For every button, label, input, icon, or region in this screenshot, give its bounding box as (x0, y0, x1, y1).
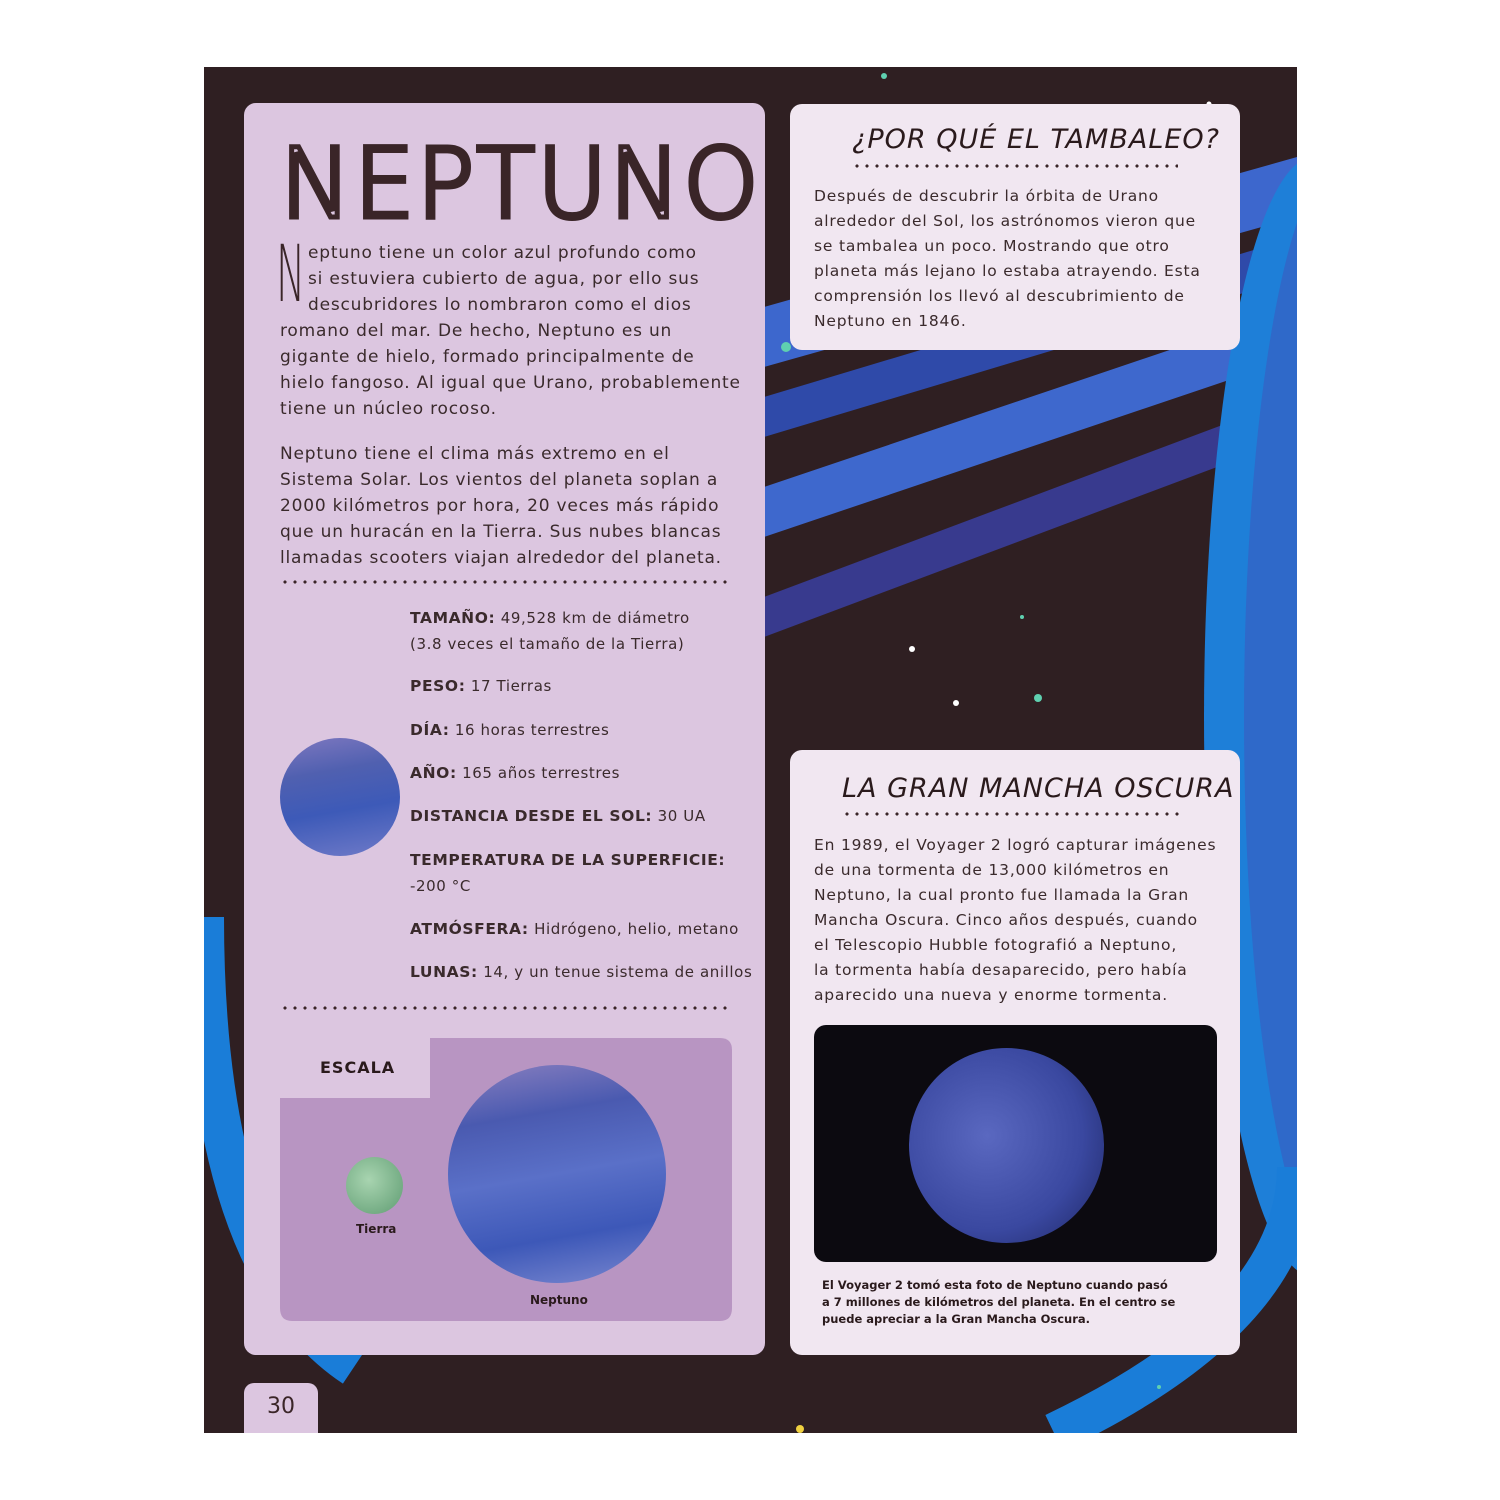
text-line: En 1989, el Voyager 2 logró capturar imágenes (814, 836, 1217, 854)
text-line: Después de descubrir la órbita de Urano (814, 187, 1159, 205)
text-line: Neptuno, la cual pronto fue llamada la Gran (814, 886, 1190, 904)
text-line: 2000 kilómetros por hora, 20 veces más rápido (280, 496, 720, 516)
dotted-divider (280, 580, 730, 584)
fact-size: TAMAÑO: 49,528 km de diámetro (3.8 veces el tamaño de la Tierra) (410, 609, 690, 653)
text-line: de una tormenta de 13,000 kilómetros en (814, 861, 1170, 879)
dark-spot-text (814, 832, 1216, 1007)
text-line: llamadas scooters viajan alrededor del planeta. (280, 548, 722, 568)
text-line: comprensión los llevó al descubrimiento de (814, 287, 1185, 305)
intro-paragraph-top (308, 240, 699, 318)
text-line: eptuno tiene un color azul profundo como (308, 243, 697, 263)
earth-label: Tierra (356, 1222, 397, 1236)
neptune-small-illustration (280, 738, 400, 856)
dark-spot-heading: LA GRAN MANCHA OSCURA (842, 773, 1235, 804)
voyager-photo (814, 1025, 1217, 1262)
climate-paragraph (280, 441, 722, 571)
fact-day: DÍA: 16 horas terrestres (410, 721, 610, 739)
text-line: se tambalea un poco. Mostrando que otro (814, 237, 1170, 255)
text-line: si estuviera cubierto de agua, por ello sus (308, 269, 700, 289)
text-line: Sistema Solar. Los vientos del planeta soplan a (280, 470, 719, 490)
fact-atmosphere: ATMÓSFERA: Hidrógeno, helio, metano (410, 920, 739, 938)
text-line: descubridores lo nombraron como el dios (308, 295, 692, 315)
wobble-text (814, 183, 1201, 333)
text-line: aparecido una nueva y enorme tormenta. (814, 986, 1168, 1004)
fact-mass: PESO: 17 Tierras (410, 677, 552, 695)
drop-cap: N (276, 230, 306, 320)
text-line: planeta más lejano lo estaba atrayendo. Esta (814, 262, 1201, 280)
fact-moons: LUNAS: 14, y un tenue sistema de anillos (410, 963, 753, 981)
text-line: la tormenta había desaparecido, pero había (814, 961, 1188, 979)
page-number: 30 (244, 1383, 318, 1433)
text-line: el Telescopio Hubble fotografió a Neptuno, (814, 936, 1178, 954)
fact-distance: DISTANCIA DESDE EL SOL: 30 UA (410, 807, 706, 825)
neptune-photo (909, 1048, 1104, 1243)
text-line: alrededor del Sol, los astrónomos vieron que (814, 212, 1196, 230)
dotted-divider (280, 1006, 730, 1010)
text-line: tiene un núcleo rocoso. (280, 399, 497, 419)
dotted-divider (852, 164, 1178, 168)
fact-year: AÑO: 165 años terrestres (410, 764, 621, 782)
text-line: que un huracán en la Tierra. Sus nubes blancas (280, 522, 722, 542)
text-line: El Voyager 2 tomó esta foto de Neptuno cuando pasó (822, 1278, 1168, 1292)
text-line: Neptuno en 1846. (814, 312, 967, 330)
scale-label: ESCALA (320, 1058, 396, 1077)
intro-paragraph-bottom (280, 318, 741, 422)
earth-illustration (346, 1157, 403, 1214)
wobble-heading: ¿POR QUÉ EL TAMBALEO? (852, 124, 1221, 155)
fact-temperature: TEMPERATURA DE LA SUPERFICIE: -200 °C (410, 851, 726, 895)
page-title: NEPTUNO (280, 128, 761, 240)
text-line: Neptuno tiene el clima más extremo en el (280, 444, 670, 464)
neptune-scale-illustration (448, 1065, 666, 1283)
neptune-label: Neptuno (530, 1293, 588, 1307)
text-line: romano del mar. De hecho, Neptuno es un (280, 321, 673, 341)
text-line: gigante de hielo, formado principalmente de (280, 347, 695, 367)
text-line: puede apreciar a la Gran Mancha Oscura. (822, 1312, 1091, 1326)
photo-caption (822, 1277, 1175, 1328)
dotted-divider (842, 812, 1182, 816)
text-line: Mancha Oscura. Cinco años después, cuando (814, 911, 1198, 929)
text-line: a 7 millones de kilómetros del planeta. En el centro se (822, 1295, 1176, 1309)
text-line: hielo fangoso. Al igual que Urano, probablemente (280, 373, 741, 393)
